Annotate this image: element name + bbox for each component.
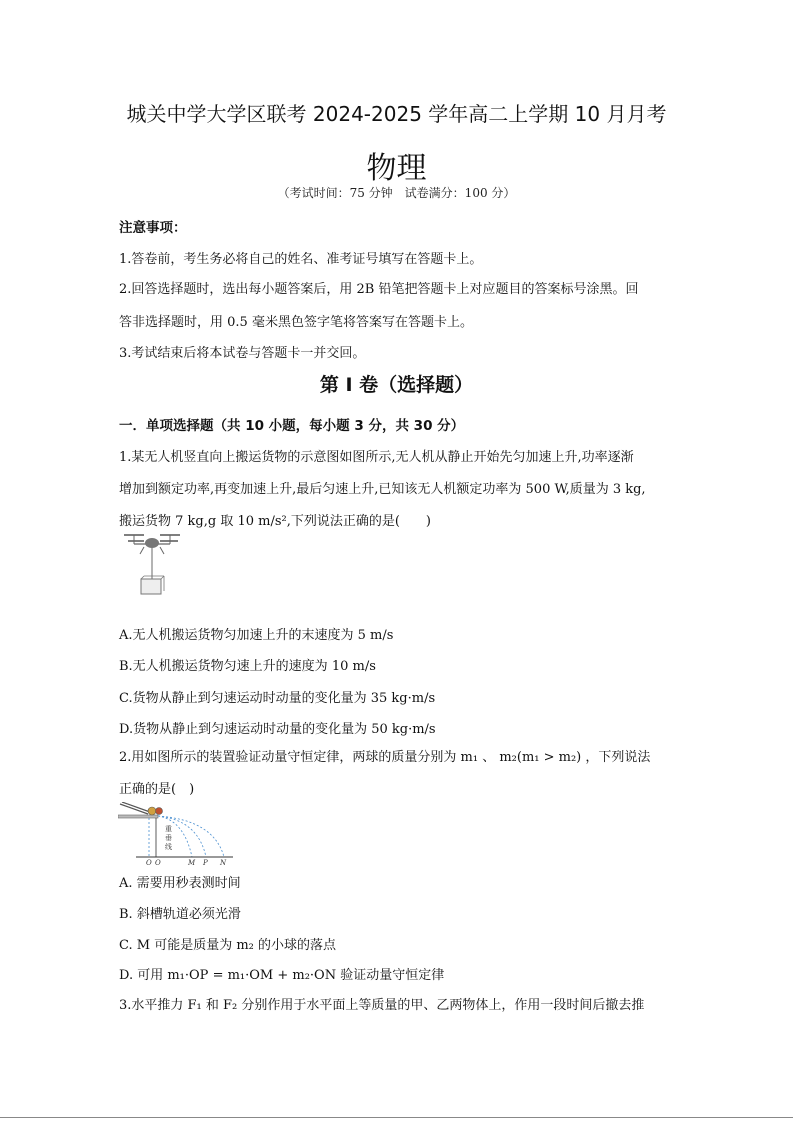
q2-option-b: B. 斜槽轨道必须光滑 [119, 907, 241, 922]
part-title: 第 I 卷（选择题） [319, 374, 474, 396]
q1-option-a: A.无人机搬运货物匀加速上升的末速度为 5 m/s [119, 628, 394, 643]
subject-title: 物理 [366, 151, 427, 186]
figure-label: 重 [165, 825, 172, 833]
exam-title: 城关中学大学区联考 2024-2025 学年高二上学期 10 月月考 [126, 102, 667, 126]
q1-stem-line: 1.某无人机竖直向上搬运货物的示意图如图所示,无人机从静止开始先匀加速上升,功率逐渐 [119, 450, 634, 465]
point-label-p: P [203, 859, 208, 866]
note-item: 答非选择题时，用 0.5 毫米黑色签字笔将答案写在答题卡上。 [119, 315, 473, 330]
point-label-n: N [220, 859, 227, 866]
figure-label: 线 [165, 843, 172, 851]
q2-stem-line: 正确的是( ) [119, 782, 195, 797]
notes-heading: 注意事项： [119, 220, 187, 236]
point-label-m: M [188, 859, 196, 866]
point-label-o2: O [155, 859, 161, 866]
q2-stem-line: 2.用如图所示的装置验证动量守恒定律，两球的质量分别为 m₁ 、 m₂(m₁ > m₂) ，下列说法 [119, 750, 651, 765]
q3-stem-line: 3.水平推力 F₁ 和 F₂ 分别作用于水平面上等质量的甲、乙两物体上，作用一段时间后撤去推 [119, 998, 645, 1013]
page-bottom-border [0, 1117, 793, 1118]
momentum-apparatus-figure [118, 802, 234, 866]
figure-label: 垂 [165, 834, 172, 842]
q2-option-c: C. M 可能是质量为 m₂ 的小球的落点 [119, 938, 336, 953]
note-item: 3.考试结束后将本试卷与答题卡一并交回。 [119, 346, 366, 361]
q1-option-b: B.无人机搬运货物匀速上升的速度为 10 m/s [119, 659, 376, 674]
q1-option-c: C.货物从静止到匀速运动时动量的变化量为 35 kg·m/s [119, 691, 436, 706]
q2-option-a: A. 需要用秒表测时间 [119, 876, 241, 891]
section-heading: 一．单项选择题（共 10 小题，每小题 3 分，共 30 分） [119, 418, 465, 434]
q1-option-d: D.货物从静止到匀速运动时动量的变化量为 50 kg·m/s [119, 722, 436, 737]
note-item: 1.答卷前，考生务必将自己的姓名、准考证号填写在答题卡上。 [119, 252, 483, 267]
drone-figure [122, 532, 184, 600]
point-label-o1: O [146, 859, 152, 866]
q1-stem-line: 增加到额定功率,再变加速上升,最后匀速上升,已知该无人机额定功率为 500 W,质量为 3 kg, [119, 482, 646, 497]
q2-option-d: D. 可用 m₁·OP = m₁·OM + m₂·ON 验证动量守恒定律 [119, 968, 445, 983]
exam-info: （考试时间：75 分钟 试卷满分：100 分） [277, 186, 516, 200]
note-item: 2.回答选择题时，选出每小题答案后，用 2B 铅笔把答题卡上对应题目的答案标号涂黑。回 [119, 282, 639, 297]
q1-stem-line: 搬运货物 7 kg,g 取 10 m/s²,下列说法正确的是( ) [119, 514, 431, 529]
